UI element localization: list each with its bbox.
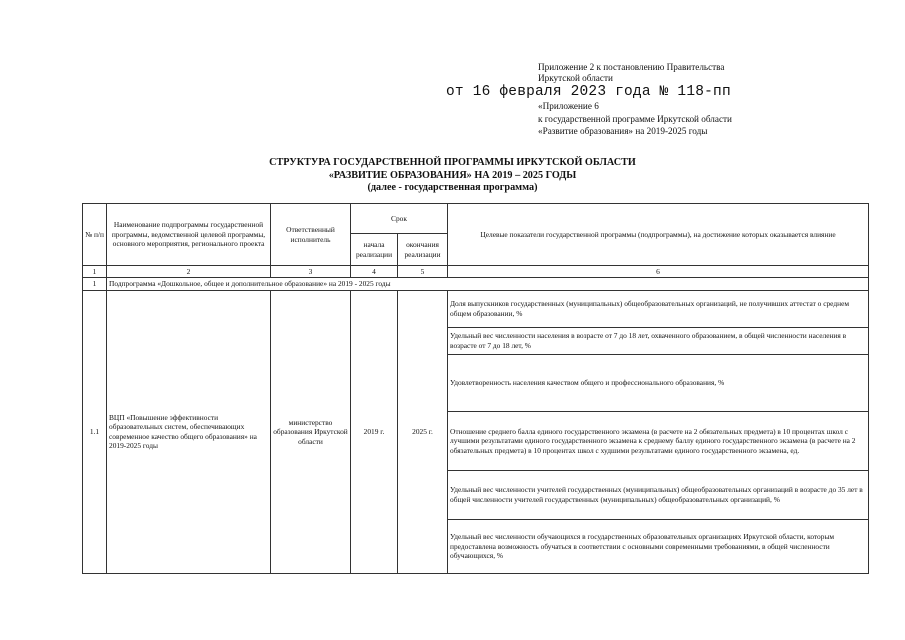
col-number: 4 xyxy=(351,266,398,278)
indicator-cell: Доля выпускников государственных (муниципальных) общеобразовательных организаций, не получивших аттестат о среднем общем образовании, % xyxy=(448,290,869,327)
indicator-cell: Удельный вес численности учителей государственных (муниципальных) общеобразовательных организаций в возрасте до 35 лет в общей численности учителей государственных (муниципальных) общеобразовательных организаций, % xyxy=(448,470,869,519)
title-line-2: «РАЗВИТИЕ ОБРАЗОВАНИЯ» НА 2019 – 2025 ГОДЫ xyxy=(328,169,577,181)
header-num: № п/п xyxy=(83,204,107,266)
header-executor: Ответственный исполнитель xyxy=(271,204,351,266)
decree-stamp: от 16 февраля 2023 года № 118-пп xyxy=(446,84,731,100)
appendix-line-4: к государственной программе Иркутской области xyxy=(538,113,732,124)
indicator-cell: Отношение среднего балла единого государственного экзамена (в расчете на 2 обязательных предмета) в 10 процентах школ с лучшими результатами единого государственного экзамена к среднему баллу единого государственного экзамена (в расчете на 2 обязательных предмета) в 10 процентах школ с худшими результатами единого государственного экзамена, ед. xyxy=(448,411,869,470)
indicator-cell: Удельный вес численности обучающихся в государственных образовательных организациях Иркутской области, которым предоставлена возможность обучаться в соответствии с основными современными требованиями, в общей численности обучающихся, % xyxy=(448,519,869,573)
appendix-sub-header xyxy=(538,100,732,138)
row-executor: министерство образования Иркутской области xyxy=(271,290,351,573)
header-end: окончания реализации xyxy=(398,234,448,266)
row-start: 2019 г. xyxy=(351,290,398,573)
col-number: 5 xyxy=(398,266,448,278)
header-indicators: Целевые показатели государственной программы (подпрограммы), на достижение которых оказывается влияние xyxy=(448,204,869,266)
indicator-cell: Удовлетворенность населения качеством общего и профессионального образования, % xyxy=(448,354,869,411)
row-name: ВЦП «Повышение эффективности образовательных систем, обеспечивающих современное качество общего образования» на 2019-2025 годы xyxy=(107,290,271,573)
appendix-line-3: «Приложение 6 xyxy=(538,101,599,111)
structure-table xyxy=(82,203,869,574)
appendix-line-5: «Развитие образования» на 2019-2025 годы xyxy=(538,126,708,136)
header-name: Наименование подпрограммы государственной программы, ведомственной целевой программы, основного мероприятия, регионального проекта xyxy=(107,204,271,266)
appendix-line-1: Приложение 2 к постановлению Правительства xyxy=(538,62,725,72)
appendix-line-2: Иркутской области xyxy=(538,73,613,83)
table-row xyxy=(83,290,869,327)
column-numbers-row xyxy=(83,266,869,278)
header-start: начала реализации xyxy=(351,234,398,266)
col-number: 1 xyxy=(83,266,107,278)
col-number: 6 xyxy=(448,266,869,278)
document-title xyxy=(0,157,905,195)
row-num: 1.1 xyxy=(83,290,107,573)
subprogram-row xyxy=(83,278,869,290)
header-row xyxy=(83,204,869,234)
title-line-3: (далее - государственная программа) xyxy=(367,182,538,193)
appendix-header xyxy=(538,62,788,84)
title-line-1: СТРУКТУРА ГОСУДАРСТВЕННОЙ ПРОГРАММЫ ИРКУТСКОЙ ОБЛАСТИ xyxy=(269,157,636,168)
header-term: Срок xyxy=(351,204,448,234)
col-number: 3 xyxy=(271,266,351,278)
col-number: 2 xyxy=(107,266,271,278)
subprogram-title: Подпрограмма «Дошкольное, общее и дополнительное образование» на 2019 - 2025 годы xyxy=(107,278,869,290)
subprogram-num: 1 xyxy=(83,278,107,290)
indicator-cell: Удельный вес численности населения в возрасте от 7 до 18 лет, охваченного образованием, в общей численности населения в возрасте от 7 до 18 лет, % xyxy=(448,327,869,354)
row-end: 2025 г. xyxy=(398,290,448,573)
